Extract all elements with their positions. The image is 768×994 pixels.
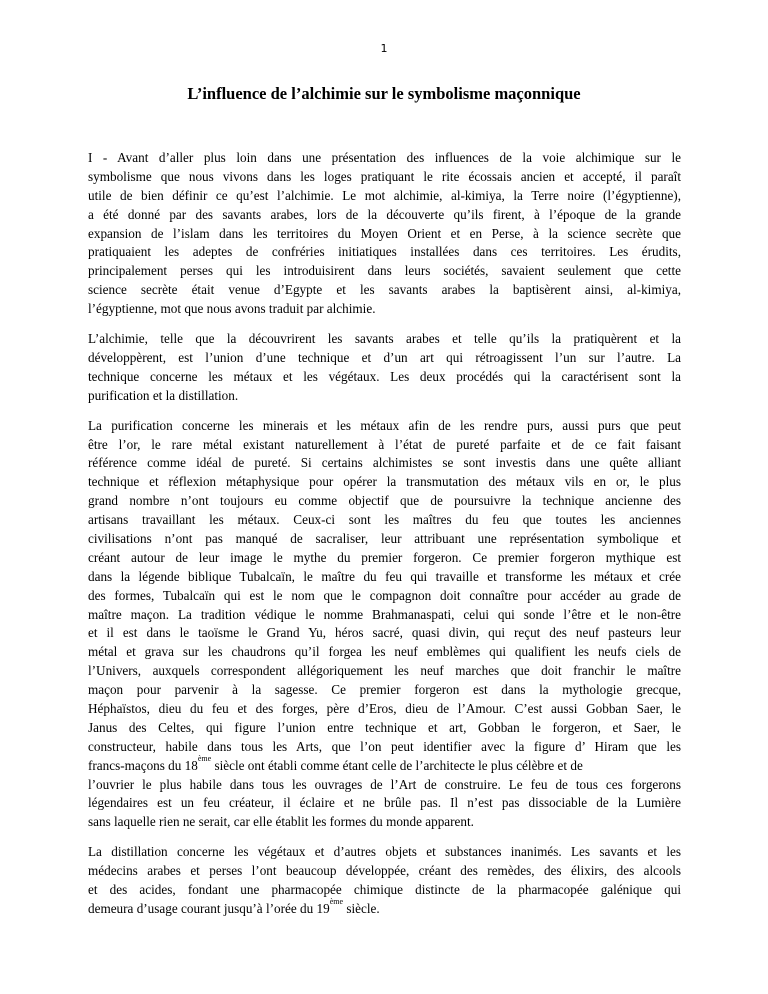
paragraph-4 [88,843,681,919]
text-line: référence comme idéal de pureté. Si certains alchimistes se sont investis dans une quête alliant [88,455,681,471]
text-line: La purification concerne les minerais et les métaux afin de les rendre purs, aussi purs que peut [88,417,681,433]
text-line: symbolisme que nous vivons dans les loges pratiquant le rite écossais ancien et accepté, il paraît [88,168,681,184]
text-line: I - Avant d’aller plus loin dans une présentation des influences de la voie alchimique sur le [88,150,681,165]
text-line: technique concerne les métaux et les végétaux. Les deux procédés qui la caractérisent sont la [88,368,681,384]
text-line: médecins arabes et perses l’ont beaucoup développée, créant des remèdes, des élixirs, des alcools [88,863,681,879]
text-line: L’alchimie, telle que la découvrirent les savants arabes et telle qu’ils la pratiquèrent et la [88,331,681,347]
superscript: ème [329,896,344,906]
text-line: technique et réflexion métaphysique pour opérer la transmutation des métaux vils en or, le plus [88,474,681,490]
text-line: principalement perses qui les introduisirent dans leurs sociétés, savaient seulement que cette [88,263,681,279]
text-line: civilisations n’ont pas manqué de sacraliser, leur attribuant une représentation symbolique et [88,530,681,546]
text-line: dans la légende biblique Tubalcaïn, le maître du feu qui travaille et transforme les métaux et crée [88,568,681,584]
text-line: Janus des Celtes, qui figure l’union entre technique et art, Gobban le forgeron, et Saer, le [88,719,681,735]
text-line: artisans travaillant les métaux. Ceux-ci sont les maîtres du feu que toutes les anciennes [88,512,681,528]
text-line: constructeur, habile dans tous les Arts, que l’on peut identifier avec la figure d’ Hiram que les [88,738,681,754]
text-line: l’Univers, auxquels correspondent allégoriquement les neuf marches que doit franchir le maître [88,663,681,679]
text-line: maçon pour parvenir à la sagesse. Ce premier forgeron est dans la mythologie grecque, [88,682,681,698]
document-title: L’influence de l’alchimie sur le symbolisme maçonnique [187,84,581,103]
text-line: grand nombre n’ont toujours eu comme objectif que de poursuivre la technique ancienne des [88,493,681,509]
text-line: métal et grava sur les chaudrons qu’il forgea les neuf emblèmes qui qualifient les neufs ciels de [88,644,681,660]
text-line: l’égyptienne, mot que nous avons traduit par alchimie. [88,301,376,317]
text-line: Héphaïstos, dieu du feu et des forges, père d’Eros, dieu de l’Amour. C’est aussi Gobban Saer, le [88,700,681,716]
text-line [88,896,681,919]
page-number: 1 [380,42,388,55]
text-line: développèrent, est l’union d’une technique et d’un art qui rétroagissent l’un sur l’autre. La [88,349,681,365]
text-line: créant autour de leur image le mythe du premier forgeron. Ce premier forgeron mythique est [88,549,681,565]
text-line: expansion de l’islam dans les territoires du Moyen Orient et en Perse, à la science secrète que [88,225,681,241]
text-line: maître maçon. La tradition védique le nomme Brahmanaspati, celui qui sonde l’être et le non-être [88,606,681,622]
paragraph-3 [88,417,681,833]
document-body [88,149,681,930]
text-line: sans laquelle rien ne serait, car elle établit les formes du monde apparent. [88,814,474,830]
text-line: pratiquaient les adeptes de confréries initiatiques installées dans ces territoires. Les érudits, [88,244,681,260]
text-line: légendaires est un feu créateur, il éclaire et ne brûle pas. Il n’est pas dissociable de la Lumière [88,795,681,811]
text-line-end: siècle. [343,900,380,916]
text-line: La distillation concerne les végétaux et d’autres objets et substances inanimés. Les savants et les [88,844,681,860]
text-line: et il est dans le taoïsme le Grand Yu, héros sacré, quasi divin, qui reçut des neuf pasteurs leur [88,625,681,641]
text-line: des formes, Tubalcaïn qui est le nom que le compagnon doit connaître pour accéder au grade de [88,587,681,603]
superscript: ème [197,753,212,763]
text-line: utile de bien définir ce qu’est l’alchimie. Le mot alchimie, al-kimiya, la Terre noire (l’égyptienne), [88,187,681,203]
text-line: être l’or, le rare métal existant naturellement à l’état de pureté parfaite et de ce fait faisant [88,436,681,452]
text-line: purification et la distillation. [88,387,239,403]
text-line: et des acides, fondant une pharmacopée chimique distincte de la pharmacopée galénique qui [88,882,681,898]
paragraph-2 [88,330,681,406]
text-line [88,753,681,776]
text-line: l’ouvrier le plus habile dans tous les ouvrages de l’Art de construire. Le feu de tous ces forgerons [88,776,681,792]
paragraph-1 [88,149,681,319]
text-line: science secrète était venue d’Egypte et les savants arabes la baptisèrent ainsi, al-kimiya, [88,282,681,298]
text-line-start: demeura d’usage courant jusqu’à l’orée du 19 [88,900,330,916]
text-line-start: francs-maçons du 18 [88,757,198,773]
text-line: a été donné par des savants arabes, lors de la découverte qu’ils firent, à l’époque de la grande [88,206,681,222]
text-line-end: siècle ont établi comme étant celle de l’architecte le plus célèbre et de [211,757,583,773]
